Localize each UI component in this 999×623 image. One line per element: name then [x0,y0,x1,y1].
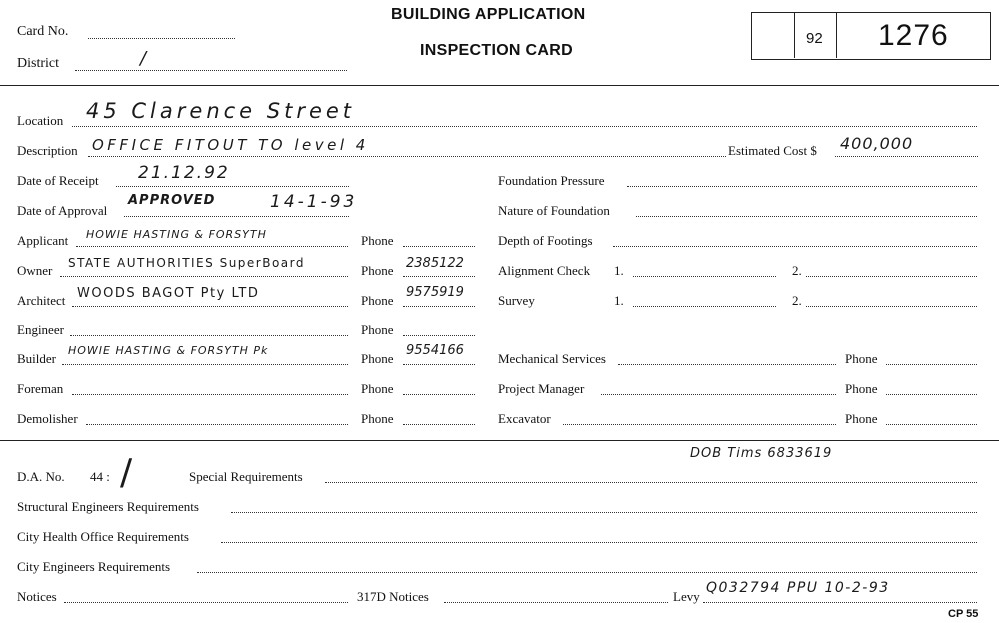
date-of-receipt-line [116,186,349,187]
description-label: Description [17,143,78,158]
survey-label: Survey [498,293,535,308]
levy-value: Q032794 PPU 10-2-93 [706,580,890,596]
special-requirements-note: DOB Tims 6833619 [690,446,833,461]
location-value: 45 Clarence Street [86,99,356,123]
date-of-approval-label: Date of Approval [17,203,108,218]
depth-of-footings-line [613,246,977,247]
date-of-receipt-label: Date of Receipt [17,173,99,188]
foundation-pressure-line [627,186,977,187]
owner-phone-label: Phone [361,263,394,278]
special-requirements-label: Special Requirements [189,469,303,484]
estimated-cost-line [835,156,978,157]
demolisher-line [86,424,348,425]
project-manager-label: Project Manager [498,381,585,396]
architect-phone-line [403,306,475,307]
architect-value: WOODS BAGOT Pty LTD [77,286,260,301]
city-health-line [221,542,977,543]
levy-line [703,602,977,603]
city-engineers-label: City Engineers Requirements [17,559,171,574]
builder-phone-label: Phone [361,351,394,366]
builder-line [62,364,348,365]
excavator-phone-line [886,424,977,425]
description-line [88,156,726,157]
notices-label: Notices [17,589,57,604]
date-of-approval-date: 14-1-93 [270,192,358,212]
foreman-line [72,394,348,395]
project-manager-phone-label: Phone [845,381,878,396]
foreman-phone-line [403,394,475,395]
district-value: / [140,48,148,69]
survey-line-2 [806,306,977,307]
demolisher-phone-label: Phone [361,411,394,426]
applicant-label: Applicant [17,233,69,248]
requirements-divider [0,440,999,441]
card-box-code: 92 [806,30,823,47]
architect-line [72,306,348,307]
foreman-label: Foreman [17,381,64,396]
date-of-receipt-value: 21.12.92 [138,163,230,183]
card-no-label: Card No. [17,24,69,39]
nature-of-foundation-line [636,216,977,217]
demolisher-label: Demolisher [17,411,78,426]
structural-engineers-line [231,512,977,513]
location-line [72,126,977,127]
mechanical-services-phone-line [886,364,977,365]
demolisher-phone-line [403,424,475,425]
nature-of-foundation-label: Nature of Foundation [498,203,610,218]
description-value: OFFICE FITOUT TO level 4 [92,136,369,154]
engineer-line [70,335,348,336]
depth-of-footings-label: Depth of Footings [498,233,593,248]
district-line [75,70,347,71]
engineer-phone-line [403,335,475,336]
owner-phone-value: 2385122 [406,256,464,271]
mechanical-services-line [618,364,836,365]
card-number-box [751,12,991,60]
survey-num-2: 2. [792,293,802,308]
title-line-1: BUILDING APPLICATION [391,6,586,23]
builder-value: HOWIE HASTING & FORSYTH Pk [68,344,269,357]
applicant-phone-line [403,246,475,247]
alignment-check-line-2 [806,276,977,277]
foreman-phone-label: Phone [361,381,394,396]
form-code: CP 55 [948,608,979,620]
date-of-approval-line [124,216,349,217]
da-no-mark: / [120,452,134,493]
mechanical-services-phone-label: Phone [845,351,878,366]
foundation-pressure-label: Foundation Pressure [498,173,605,188]
architect-label: Architect [17,293,66,308]
builder-label: Builder [17,351,56,366]
builder-phone-line [403,364,475,365]
owner-value: STATE AUTHORITIES SuperBoard [68,256,305,270]
applicant-line [76,246,348,247]
applicant-phone-label: Phone [361,233,394,248]
card-no-line [88,38,235,39]
district-label: District [17,56,59,71]
architect-phone-label: Phone [361,293,394,308]
engineer-phone-label: Phone [361,322,394,337]
card-box-number: 1276 [878,19,949,52]
project-manager-phone-line [886,394,977,395]
survey-num-1: 1. [614,293,624,308]
levy-label: Levy [673,589,700,604]
mechanical-services-label: Mechanical Services [498,351,606,366]
structural-engineers-label: Structural Engineers Requirements [17,499,199,514]
excavator-phone-label: Phone [845,411,878,426]
notices-line [64,602,348,603]
survey-line-1 [633,306,776,307]
alignment-check-num-2: 2. [792,263,802,278]
special-requirements-line [325,482,977,483]
notices-317d-label: 317D Notices [357,589,429,604]
header-divider [0,85,999,86]
da-no-label: D.A. No. [17,469,65,484]
da-no-value: 44 : [90,469,110,484]
estimated-cost-label: Estimated Cost $ [728,143,817,158]
architect-phone-value: 9575919 [406,285,464,300]
engineer-label: Engineer [17,322,64,337]
notices-317d-line [444,602,668,603]
owner-label: Owner [17,263,53,278]
alignment-check-num-1: 1. [614,263,624,278]
excavator-label: Excavator [498,411,551,426]
project-manager-line [601,394,836,395]
builder-phone-value: 9554166 [406,343,464,358]
owner-line [60,276,348,277]
location-label: Location [17,113,64,128]
alignment-check-label: Alignment Check [498,263,591,278]
date-of-approval-value: APPROVED [128,193,216,208]
estimated-cost-value: 400,000 [840,134,914,153]
excavator-line [563,424,836,425]
owner-phone-line [403,276,475,277]
city-engineers-line [197,572,977,573]
city-health-label: City Health Office Requirements [17,529,189,544]
title-line-2: INSPECTION CARD [420,42,573,59]
alignment-check-line-1 [633,276,776,277]
applicant-value: HOWIE HASTING & FORSYTH [86,228,267,241]
